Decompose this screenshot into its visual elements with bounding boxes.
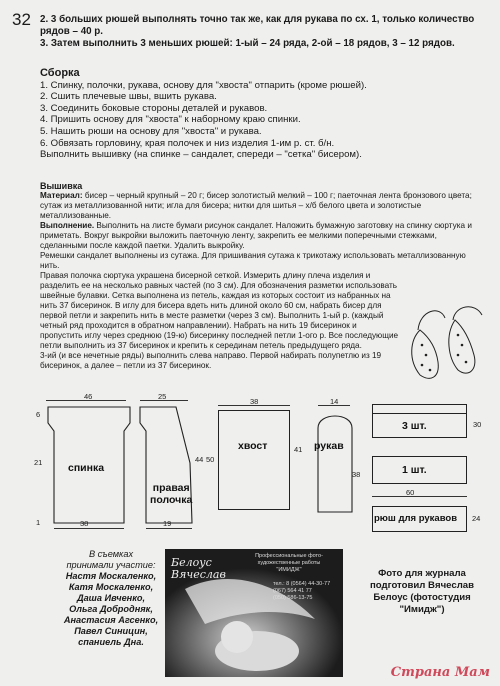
intro-line: 3. Затем выполнить 3 меньших рюшей: 1-ый – 24 ряда, 2-ой – 18 рядов, 3 – 12 рядов. bbox=[40, 38, 455, 49]
back-label: спинка bbox=[68, 462, 105, 474]
assembly-step: 5. Нашить рюши на основу для "хвоста" и рукава. bbox=[40, 125, 262, 137]
dim-line bbox=[54, 528, 124, 529]
sleeve-side-dim: 38 bbox=[352, 470, 361, 479]
watermark: Страна Мам bbox=[390, 665, 490, 680]
credits-line: Анастасия Агсенко, bbox=[63, 615, 159, 625]
tail-outline bbox=[218, 410, 290, 510]
front-bottom-dim: 19 bbox=[163, 519, 172, 528]
credits-line: Катя Москаленко, bbox=[68, 582, 154, 592]
assembly-step: 1. Спинку, полочки, рукава, основу для "хвоста" отпарить (кроме рюшей). bbox=[40, 79, 367, 91]
assembly-step: 6. Обвязать горловину, края полочек и низ изделия 1-им р. ст. б/н. bbox=[40, 137, 335, 149]
front-outline bbox=[132, 403, 207, 528]
sleeve-label: рукав bbox=[314, 440, 344, 452]
assembly-intro bbox=[40, 14, 480, 50]
sleeve-top-dim: 14 bbox=[330, 397, 339, 406]
tail-top-dim: 38 bbox=[250, 397, 259, 406]
materials-text: бисер – черный крупный – 20 г; бисер золотистый мелкий – 100 г; паеточная лента бронзового цвета; сутаж из металлизованной нити; игла для бисера; нитки для шитья – х/б белого цвета и золотистые металлизованные. bbox=[40, 191, 472, 220]
dim-line bbox=[146, 528, 192, 529]
studio-tagline: Профессиональные фото- художественные работы "ИМИДЖ" bbox=[255, 553, 323, 573]
photographer-ad bbox=[165, 549, 343, 677]
credits-line: Ольга Добродняк, bbox=[69, 604, 153, 614]
front-label: правая полочка bbox=[150, 482, 193, 506]
ruffle-sleeve-label: рюш для рукавов bbox=[374, 513, 458, 524]
materials-label: Материал: bbox=[40, 191, 83, 200]
credits-line: спаниель Дна. bbox=[78, 637, 144, 647]
embroidery-paragraph: 3-ий (и все нечетные ряды) выполнить слева направо. Первой набирать полупетлю из 19 бисеринок, а далее – петли из 37 бисеринок. bbox=[40, 351, 382, 370]
assembly-step: Выполнить вышивку (на спинке – сандалет, спереди – "сетка" бисером). bbox=[40, 149, 362, 161]
back-bottom-dim: 38 bbox=[80, 519, 89, 528]
back-side-bot-dim: 1 bbox=[36, 518, 41, 527]
execution-paragraph bbox=[40, 221, 480, 251]
credits-line: Павел Синицин, bbox=[74, 626, 148, 636]
assembly-step: 3. Соединить боковые стороны деталей и рукавов. bbox=[40, 102, 268, 114]
studio-phones: тел.: 8 (0564) 44-30-77 (067) 564 41 77 (050) 586-13-75 bbox=[273, 581, 331, 601]
execution-label: Выполнение. bbox=[40, 221, 95, 230]
ruffles-1-dim: 60 bbox=[406, 488, 415, 497]
tail-right-dim: 41 bbox=[294, 445, 303, 454]
assembly-step: 2. Сшить плечевые швы, вшить рукава. bbox=[40, 91, 217, 103]
ruffles-3-dim: 30 bbox=[473, 420, 482, 429]
front-side-dim: 44 bbox=[195, 455, 204, 464]
tail-left-dim: 50 bbox=[206, 455, 215, 464]
credits-line: Даша Ивченко, bbox=[76, 593, 146, 603]
back-side-top-dim: 6 bbox=[36, 410, 41, 419]
tail-label: хвост bbox=[238, 440, 268, 452]
credits-line: принимали участие: bbox=[66, 560, 156, 570]
embroidery-paragraph: Правая полочка сюртука украшена бисерной сеткой. Измерить длину плеча изделия и разделить ее на несколько равных частей (по 3 см). Для обозначения разметки использовать швейные булавки. Сетка выполнена из петель, каждая из которых состоит из набранных на нить 37 бисеринок. В иглу для бисера вдеть нить длиной около 60 см, набрать бисер для первой петли и закрепить нить в месте разметки (через 3 см). Выполнить 1-ый р. (каждый четный ряд проходится в обратном направлении). Набрать на нить 19 бисеринок и пропустить иглу через среднюю (19-ю) бисеринку последней петли 1-ого р. Все последующие петли выполнить из 37 бисеринок и крепить к серединам петель предыдущего ряда. bbox=[40, 271, 399, 350]
execution-text: Выполнить на листе бумаги рисунок сандалет. Наложить бумажную заготовку на спинку сюртука и приметать. Вокруг выкройки выложить паеточную ленту, закрепить ее мелкими поперечными стежками, сделанными после каждой паетки. Удалить выкройку. bbox=[40, 221, 472, 250]
embroidery-title: Вышивка bbox=[40, 181, 83, 191]
embroidery-paragraph: Ремешки сандалет выполнены из сутажа. Для пришивания сутажа к трикотажу использовать металлизованную нить. bbox=[40, 251, 466, 270]
front-top-dim: 25 bbox=[158, 392, 167, 401]
sandal-illustration bbox=[400, 300, 495, 385]
sleeve-outline bbox=[312, 408, 360, 516]
credits-left bbox=[56, 549, 166, 648]
assembly-step: 4. Пришить основу для "хвоста" к наборному краю спинки. bbox=[40, 114, 301, 126]
back-top-dim: 46 bbox=[84, 392, 93, 401]
ruffle-sleeve-dim: 24 bbox=[472, 514, 481, 523]
dim-line bbox=[372, 496, 467, 497]
ruffle-bar bbox=[372, 404, 467, 414]
assembly-section bbox=[40, 68, 480, 161]
intro-line: 2. 3 больших рюшей выполнять точно так же, как для рукава по сх. 1, только количество рядов – 40 р. bbox=[40, 14, 475, 37]
page-number: 32 bbox=[12, 10, 31, 29]
photographer-name: Белоус Вячеслав bbox=[171, 556, 226, 581]
ruffles-1-label: 1 шт. bbox=[402, 464, 427, 476]
credits-right: Фото для журнала подготовил Вячеслав Белоус (фотостудия "Имидж") bbox=[369, 568, 475, 615]
credits-line: Настя Москаленко, bbox=[65, 571, 157, 581]
ruffles-3-label: 3 шт. bbox=[402, 420, 427, 432]
back-side-mid-dim: 21 bbox=[34, 458, 43, 467]
credits-line: В съемках bbox=[88, 549, 134, 559]
assembly-title: Сборка bbox=[40, 67, 80, 79]
materials-paragraph bbox=[40, 191, 480, 221]
